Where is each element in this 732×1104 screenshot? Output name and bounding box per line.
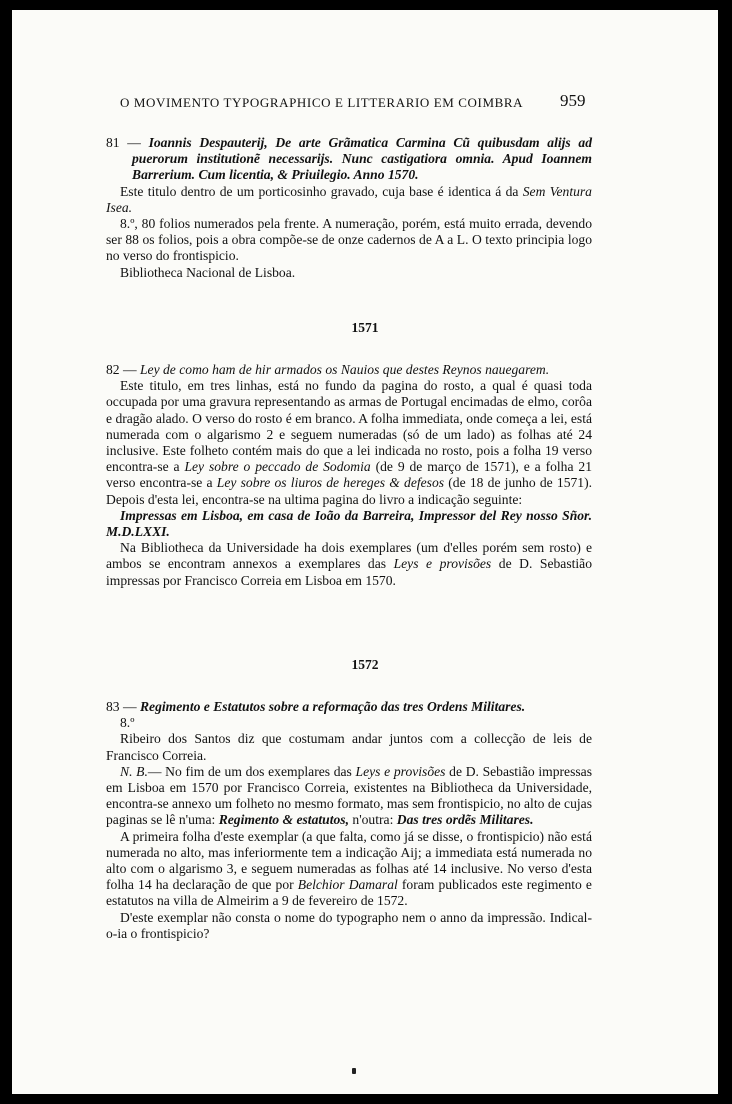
entry-83-heading: 83 — Regimento e Estatutos sobre a reformação das tres Ordens Militares. — [106, 699, 526, 714]
note-label: N. B. — [120, 763, 148, 779]
format-line: 8.º — [120, 715, 135, 731]
entry-83 — [106, 699, 592, 942]
entry-number: 83 — [106, 699, 120, 714]
paragraph — [106, 540, 592, 589]
page-number: 959 — [560, 91, 586, 110]
entry-81-heading: 81 — Ioannis Despauterij, De arte Grãmatica Carmina Cũ quibusdam alijs ad puerorum institutionẽ necessarijs. Nunc castigatiora omnia. Apud Ioannem Barrerium. Cum licentia, & Priuilegio. Anno 1570. — [106, 135, 593, 183]
paragraph: 8.º, 80 folios numerados pela frente. A numeração, porém, está muito errada, devendo ser 88 os folios, pois a obra compõe-se de onze cadernos de A a L. O texto principia logo no verso do frontispicio. — [106, 216, 592, 264]
running-header: O MOVIMENTO TYPOGRAPHICO E LITTERARIO EM COIMBRA — [120, 95, 524, 110]
entry-title: Ioannis Despauterij, De arte Grãmatica Carmina Cũ quibusdam alijs ad puerorum institutionẽ necessarijs. Nunc castigatiora omnia. Apud Ioannem Barrerium. Cum licentia, & Priuilegio. Anno 1570. — [132, 135, 593, 183]
paragraph-text: — No fim de um dos exemplares das — [147, 763, 352, 779]
paragraph-text: de D. Sebastião impressas por Francisco Correia em Lisboa em 1570. — [106, 556, 592, 588]
entry-title: Regimento e Estatutos sobre a reformação das tres Ordens Militares. — [139, 699, 526, 714]
paragraph: D'este exemplar não consta o nome do typographo nem o anno da impressão. Indical-o-ia o frontispicio? — [106, 909, 592, 941]
imprint-text: Impressas em Lisboa, em casa de Ioão da Barreira, Impressor del Rey nosso Sñor. M.D.LXXI. — [106, 507, 592, 540]
note-paragraph — [106, 764, 592, 829]
entry-number: 81 — [106, 135, 120, 150]
italic-text: Sem Ventura Isea. — [106, 183, 592, 215]
paragraph — [106, 378, 592, 508]
italic-text: Regimento & estatutos, — [218, 812, 349, 828]
paragraph-text: (de 9 de março de 1571), e a folha 21 verso encontra-se a — [106, 459, 592, 491]
italic-text: Leys e provisões — [355, 763, 446, 779]
book-page — [12, 10, 718, 1094]
entry-81 — [106, 135, 592, 281]
italic-text: Ley sobre o peccado de Sodomia — [184, 459, 371, 475]
printer-mark — [352, 1068, 356, 1074]
paragraph: Bibliotheca Nacional de Lisboa. — [120, 264, 296, 280]
paragraph-text: A primeira folha d'este exemplar (a que falta, como já se disse, o frontispicio) não está numerada no alto, mas inferiormente tem a indicação Aij; a immediata está numerada no alto com o algarismo 3, e seguem numeradas as folhas até 14 inclusive. No verso d'esta folha 14 ha declaração de que por — [106, 828, 592, 893]
paragraph — [106, 829, 592, 910]
paragraph-text: (de 18 de junho de 1571). Depois d'esta lei, encontra-se na ultima pagina do livro a indicação seguinte: — [106, 475, 593, 507]
paragraph — [106, 184, 592, 216]
paragraph: Ribeiro dos Santos diz que costumam andar juntos com a collecção de leis de Francisco Correia. — [106, 731, 592, 763]
paragraph-text: Na Bibliotheca da Universidade ha dois exemplares (um d'elles porém sem rosto) e ambos se encontram annexos a exemplares das — [106, 540, 592, 572]
entry-82-heading: 82 — Ley de como ham de hir armados os Nauios que destes Reynos nauegarem. — [106, 362, 550, 377]
paragraph-text: foram publicados este regimento e estatutos na villa de Almeirim a 9 de fevereiro de 1572. — [106, 877, 592, 909]
italic-text: Das tres ordẽs Militares. — [396, 812, 534, 828]
year-heading: 1572 — [351, 657, 379, 672]
paragraph-text: Este titulo dentro de um porticosinho gravado, cuja base é identica á da — [120, 183, 519, 199]
entry-82 — [106, 362, 592, 589]
paragraph-text: n'outra: — [352, 812, 394, 828]
paragraph-text: de D. Sebastião impressas em Lisboa em 1570 por Francisco Correia, existentes na Bibliotheca da Universidade, encontra-se annexo um folheto no mesmo formato, mas sem frontispicio, no alto de cujas paginas se lê n'uma: — [106, 763, 592, 828]
italic-text: Leys e provisões — [393, 556, 492, 572]
italic-text: Belchior Damaral — [297, 877, 398, 893]
year-heading: 1571 — [351, 320, 379, 335]
imprint — [106, 508, 592, 540]
entry-title: Ley de como ham de hir armados os Nauios que destes Reynos nauegarem. — [139, 362, 550, 377]
paragraph-text: Este titulo, em tres linhas, está no fundo da pagina do rosto, a qual é quasi toda occupada por uma gravura representando as armas de Portugal encimadas de elmo, corôa e dragão alado. O verso do rosto é em branco. A folha immediata, onde começa a lei, está numerada com o algarismo 2 e seguem numeradas (só de um lado) as folhas até 24 inclusive. Este folheto contém mais do que a lei indicada no rosto, pois a folha 19 verso encontra-se a — [106, 378, 592, 475]
italic-text: Ley sobre os liuros de hereges & defesos — [216, 475, 445, 491]
entry-number: 82 — [106, 362, 120, 377]
